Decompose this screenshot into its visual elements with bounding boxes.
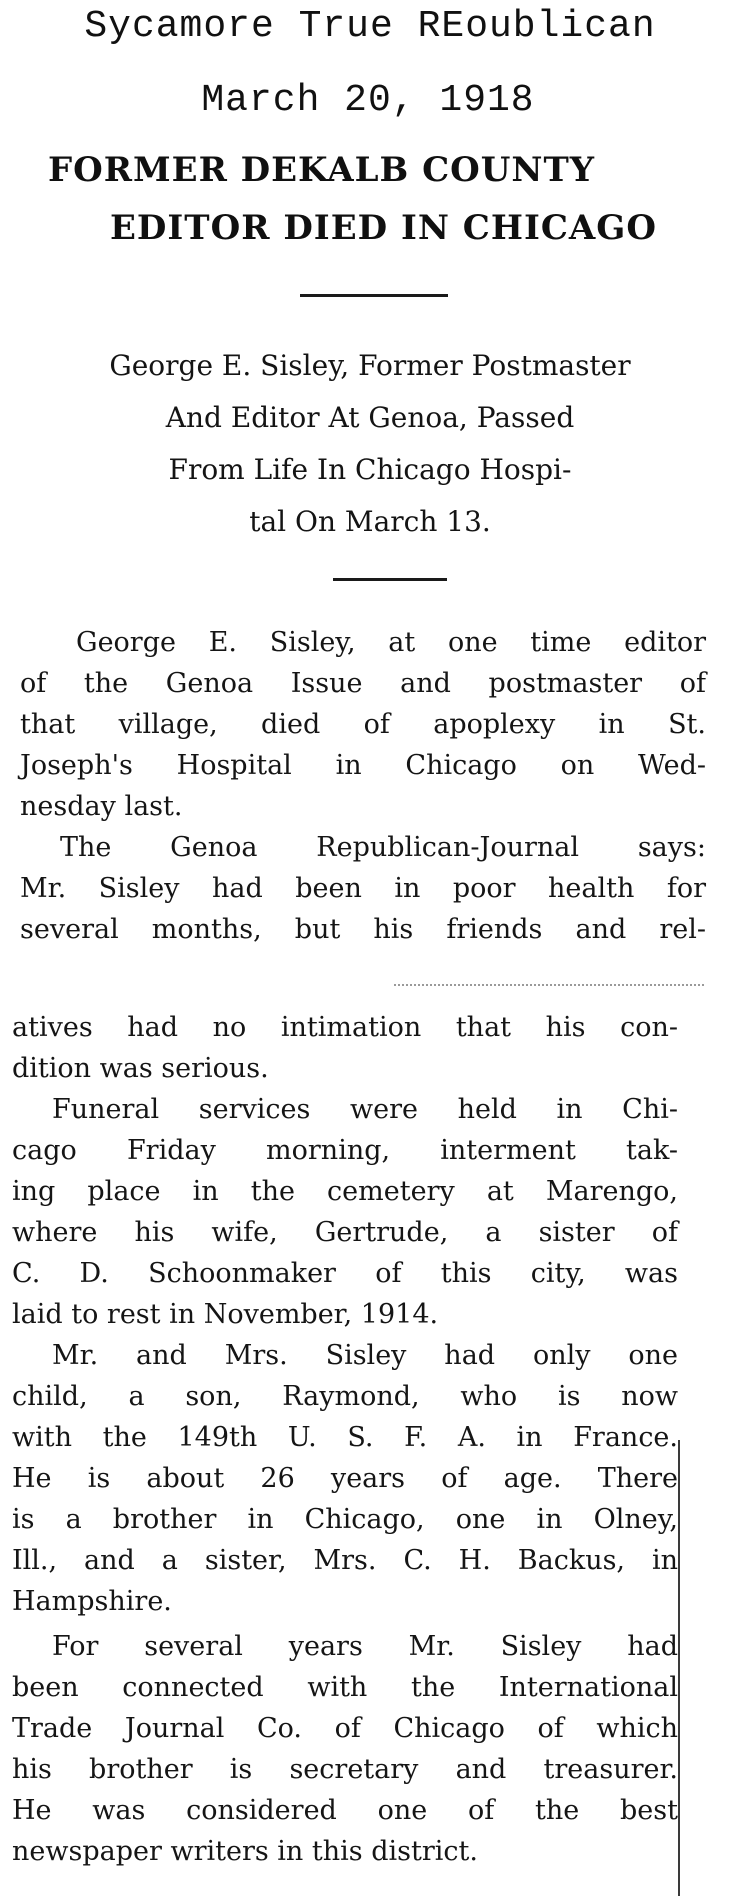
subheadline-deck xyxy=(30,340,710,548)
deck-line: George E. Sisley, Former Postmaster xyxy=(109,349,631,382)
paragraph-line: dition was serious. xyxy=(12,1053,269,1084)
source-title: Sycamore True REoublican xyxy=(84,5,656,48)
paragraph-line: cago Friday morning, interment tak- xyxy=(12,1135,678,1166)
paragraph-line: child, a son, Raymond, who is now xyxy=(12,1381,678,1412)
paragraph-line: Joseph's Hospital in Chicago on Wed- xyxy=(20,750,706,781)
paragraph-line: of the Genoa Issue and postmaster of xyxy=(20,668,706,699)
paragraph-line: He is about 26 years of age. There xyxy=(12,1463,678,1494)
paragraph-line: several months, but his friends and rel- xyxy=(20,914,706,945)
deck-line: tal On March 13. xyxy=(249,505,491,538)
paragraph-line: laid to rest in November, 1914. xyxy=(12,1299,439,1330)
paragraph-line: Mr. Sisley had been in poor health for xyxy=(20,873,706,904)
paragraph-line: that village, died of apoplexy in St. xyxy=(20,709,706,740)
paragraph-line: been connected with the International xyxy=(12,1672,678,1703)
paragraph-line: The Genoa Republican-Journal says: xyxy=(60,832,706,863)
paragraph-line: Funeral services were held in Chi- xyxy=(52,1094,678,1125)
paragraph-line: is a brother in Chicago, one in Olney, xyxy=(12,1504,678,1535)
paragraph-line: nesday last. xyxy=(20,791,183,822)
headline-line-1: FORMER DEKALB COUNTY xyxy=(48,150,596,190)
deck-divider xyxy=(333,578,447,581)
column-break-divider xyxy=(394,984,704,986)
paragraph-line: He was considered one of the best xyxy=(12,1795,678,1826)
paragraph-line: where his wife, Gertrude, a sister of xyxy=(12,1217,678,1248)
paragraph-line: C. D. Schoonmaker of this city, was xyxy=(12,1258,678,1289)
article-column-1 xyxy=(20,622,706,950)
paragraph-line: For several years Mr. Sisley had xyxy=(52,1631,678,1662)
paragraph-line: Ill., and a sister, Mrs. C. H. Backus, in xyxy=(12,1545,678,1576)
paragraph-line: Trade Journal Co. of Chicago of which xyxy=(12,1713,678,1744)
source-date: March 20, 1918 xyxy=(201,79,535,122)
paragraph-line: newspaper writers in this district. xyxy=(12,1836,478,1867)
headline-line-2: EDITOR DIED IN CHICAGO xyxy=(110,208,657,248)
paragraph-line: Hampshire. xyxy=(12,1586,172,1617)
paragraph-line: ing place in the cemetery at Marengo, xyxy=(12,1176,678,1207)
column-edge-rule xyxy=(678,1440,680,1896)
deck-line: From Life In Chicago Hospi- xyxy=(168,453,572,486)
paragraph-line: George E. Sisley, at one time editor xyxy=(76,627,706,658)
paragraph-line: atives had no intimation that his con- xyxy=(12,1012,678,1043)
paragraph-line: Mr. and Mrs. Sisley had only one xyxy=(52,1340,678,1371)
paragraph-line: with the 149th U. S. F. A. in France. xyxy=(12,1422,678,1453)
deck-line: And Editor At Genoa, Passed xyxy=(165,401,575,434)
headline-divider xyxy=(300,294,448,297)
article-column-2 xyxy=(12,1007,678,1872)
paragraph-line: his brother is secretary and treasurer. xyxy=(12,1754,678,1785)
